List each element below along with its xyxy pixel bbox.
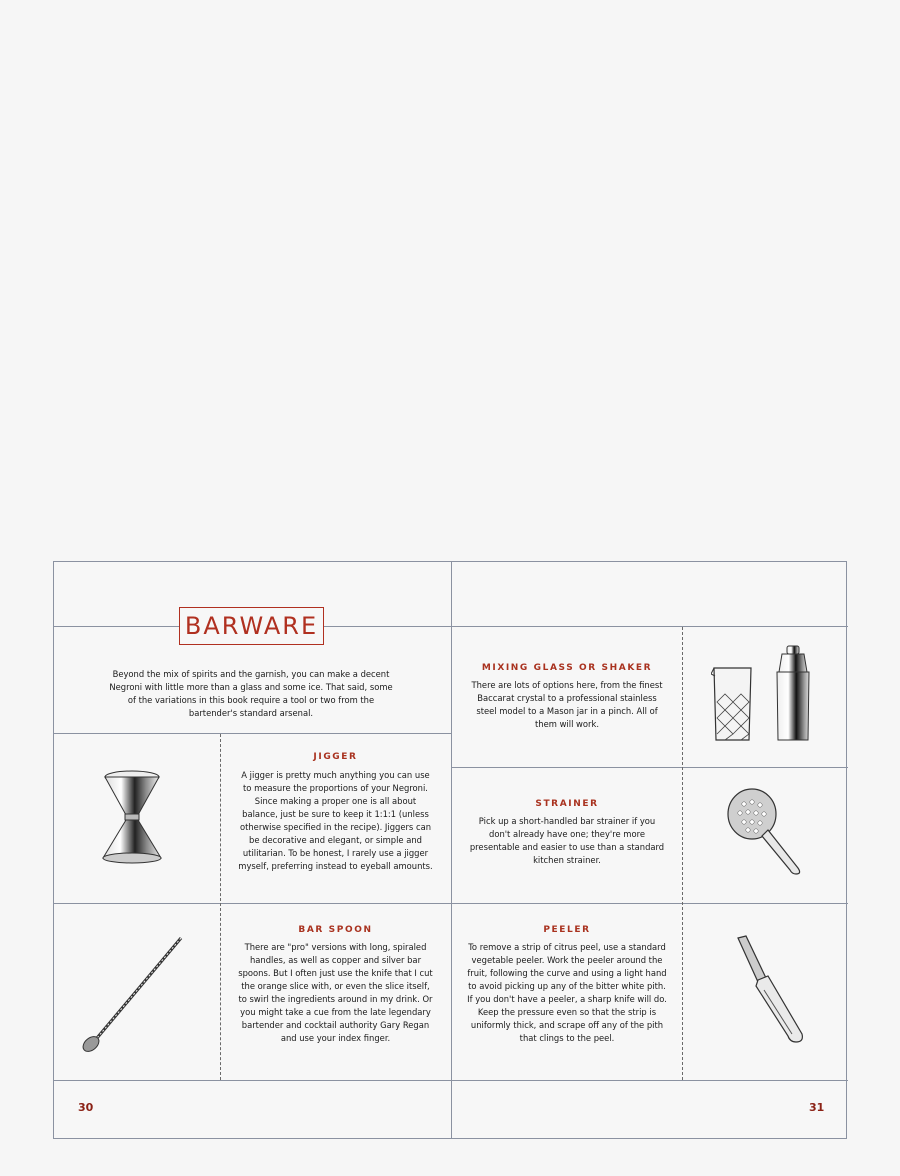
peeler-icon bbox=[732, 934, 810, 1046]
rule bbox=[54, 1080, 451, 1081]
peeler-heading: PEELER bbox=[543, 925, 591, 935]
rule bbox=[452, 767, 848, 768]
rule bbox=[452, 626, 848, 627]
dotted-divider bbox=[220, 734, 221, 1080]
book-spread bbox=[53, 561, 847, 1139]
rule bbox=[54, 903, 451, 904]
page-number-left: 30 bbox=[78, 1101, 94, 1114]
page-number-right: 31 bbox=[809, 1101, 825, 1114]
intro-text: Beyond the mix of spirits and the garnish, you can make a decent Negroni with little more than a glass and some ice. That said, some of the variations in this book require a tool or two from the bartender's standard arsenal. bbox=[109, 669, 393, 718]
rule bbox=[452, 903, 848, 904]
gutter bbox=[451, 562, 452, 1138]
strainer-text: Pick up a short-handled bar strainer if you don't already have one; they're more presentable and easier to use than a standard kitchen strainer. bbox=[469, 816, 665, 865]
page-title: BARWARE bbox=[184, 612, 319, 640]
rule bbox=[452, 1080, 848, 1081]
rule bbox=[54, 733, 451, 734]
mixing-glass-text: There are lots of options here, from the finest Baccarat crystal to a professional stainless steel model to a Mason jar in a pinch. All of them will work. bbox=[471, 680, 663, 729]
strainer-heading: STRAINER bbox=[535, 799, 599, 809]
mixing-glass-heading: MIXING GLASS OR SHAKER bbox=[481, 663, 653, 673]
dotted-divider bbox=[682, 627, 683, 1080]
mixing-glass-icon bbox=[711, 662, 755, 744]
rule bbox=[54, 626, 179, 627]
jigger-text: A jigger is pretty much anything you can use to measure the proportions of your Negroni. Since making a proper one is all about balance, just be sure to keep it 1:1:1 (unless otherwise specified in the recipe). Jiggers can be decorative and elegant, or simple and utilitarian. To be honest, I rarely use a jigger myself, preferring instead to eyeball amounts. bbox=[238, 770, 433, 871]
bar-spoon-heading: BAR SPOON bbox=[298, 925, 373, 935]
peeler-text: To remove a strip of citrus peel, use a standard vegetable peeler. Work the peeler around the fruit, following the curve and using a light hand to avoid picking up any of the bitter white pith. If you don't have a peeler, a sharp knife will do. Keep the pressure even so that the strip is uniformly thick, and scrape off any of the pith that clings to the peel. bbox=[467, 942, 667, 1043]
shaker-icon bbox=[773, 644, 813, 744]
strainer-icon bbox=[726, 786, 806, 878]
page-title-box bbox=[179, 607, 324, 645]
rule bbox=[324, 626, 451, 627]
jigger-heading: JIGGER bbox=[313, 752, 358, 762]
bar-spoon-icon bbox=[79, 934, 189, 1054]
jigger-icon bbox=[100, 768, 164, 868]
bar-spoon-text: There are "pro" versions with long, spiraled handles, as well as copper and silver bar spoons. But I often just use the knife that I cut the orange slice with, or even the slice itself, to swirl the ingredients around in my drink. Or you might take a cue from the late legendary bartender and cocktail authority Gary Regan and use your index finger. bbox=[238, 942, 433, 1043]
